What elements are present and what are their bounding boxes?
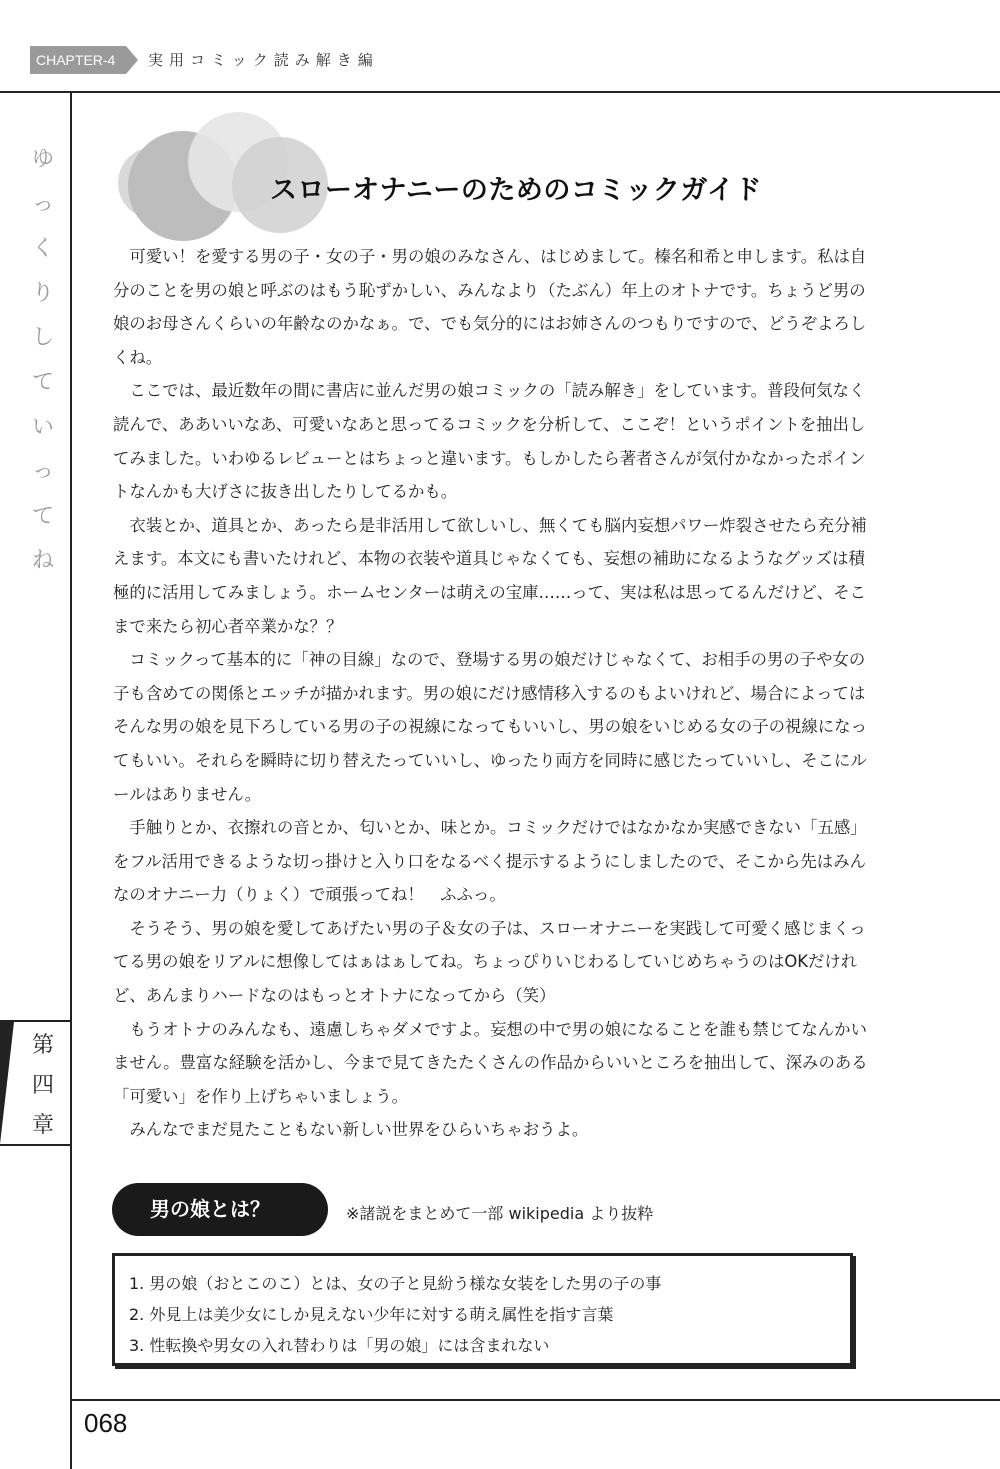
definition-heading: 男の娘とは？ (112, 1183, 328, 1236)
body-text (113, 240, 871, 1147)
side-char: ゆ (31, 147, 54, 172)
side-divider (70, 93, 72, 1469)
top-divider (0, 91, 1000, 93)
side-char: っ (31, 459, 54, 485)
side-char: っ (31, 191, 54, 217)
chapter-char: 章 (31, 1113, 54, 1138)
chapter-marker (0, 1020, 70, 1146)
side-char: て (31, 369, 54, 395)
body-paragraph: コミックって基本的に「神の目線」なので、登場する男の娘だけじゃなくて、お相手の男の子や女の子も含めての関係とエッチが描かれます。男の娘にだけ感情移入するのもよいけれど、場合によってはそんな男の娘を見下ろしている男の子の視線になってもいいし、男の娘をいじめる女の子の視線になってもいい。それらを瞬時に切り替えたっていいし、ゆったり両方を同時に感じたっていいし、そこにルールはありません。 (113, 650, 867, 804)
body-paragraph: 手触りとか、衣擦れの音とか、匂いとか、味とか。コミックだけではなかなか実感できない「五感」をフル活用できるような切っ掛けと入り口をなるべく提示するようにしましたので、そこから先はみんなのオナニー力（りょく）で頑張ってね！ ふふっ。 (113, 818, 867, 905)
definition-item: 1. 男の娘（おとこのこ）とは、女の子と見紛う様な女装をした男の子の事 (129, 1274, 662, 1293)
side-char: い (31, 414, 54, 440)
body-paragraph: 可愛い！を愛する男の子・女の子・男の娘のみなさん、はじめまして。榛名和希と申します。私は自分のことを男の娘と呼ぶのはもう恥ずかしい、みんなより（たぶん）年上のオトナです。ちょうど男の娘のお母さんくらいの年齢なのかなぁ。で、でも気分的にはお姉さんのつもりですので、どうぞよろしくね。 (113, 247, 867, 367)
body-paragraph: そうそう、男の娘を愛してあげたい男の子＆女の子は、スローオナニーを実践して可愛く感じまくってる男の娘をリアルに想像してはぁはぁしてね。ちょっぴりいじわるしていじめちゃうのはOKだけれど、あんまりハードなのはもっとオトナになってから（笑） (113, 918, 866, 1006)
side-char: く (31, 236, 54, 262)
definition-item: 2. 外見上は美少女にしか見えない少年に対する萌え属性を指す言葉 (129, 1305, 614, 1324)
body-paragraph: ここでは、最近数年の間に書店に並んだ男の娘コミックの「読み解き」をしています。普段何気なく読んで、ああいいなあ、可愛いなあと思ってるコミックを分析して、ここぞ！というポイントを抽出してみました。いわゆるレビューとはちょっと違います。もしかしたら著者さんが気付かなかったポイントなんかも大げさに抜き出したりしてるかも。 (113, 381, 866, 502)
definition-box (112, 1253, 853, 1366)
side-char: り (31, 280, 54, 306)
body-paragraph: 衣装とか、道具とか、あったら是非活用して欲しいし、無くても脳内妄想パワー炸裂させたら充分補えます。本文にも書いたけれど、本物の衣装や道具じゃなくても、妄想の補助になるようなグッズは積極的に活用してみましょう。ホームセンターは萌えの宝庫……って、実は私は思ってるんだけど、そこまで来たら初心者卒業かな？？ (113, 515, 867, 636)
chapter-char: 四 (31, 1073, 54, 1098)
bottom-divider (72, 1399, 1000, 1401)
page-number: 068 (84, 1408, 128, 1438)
section-title: 実用コミック読み解き編 (148, 51, 379, 69)
chapter-char: 第 (31, 1033, 54, 1058)
body-paragraph: もうオトナのみんなも、遠慮しちゃダメですよ。妄想の中で男の娘になることを誰も禁じてなんかいません。豊富な経験を活かし、今まで見てきたたくさんの作品からいいところを抽出して、深みのある「可愛い」を作り上げちゃいましょう。 (113, 1019, 868, 1106)
side-char: ね (31, 548, 54, 574)
side-char: し (31, 325, 54, 351)
side-char: て (31, 503, 54, 529)
definition-source-note: ※諸説をまとめて一部 wikipedia より抜粋 (346, 1204, 654, 1223)
chapter-vertical-text (28, 1026, 58, 1146)
side-vertical-text (30, 138, 56, 584)
page-title: スローオナニーのためのコミックガイド (270, 175, 763, 206)
definition-item: 3. 性転換や男女の入れ替わりは「男の娘」には含まれない (129, 1336, 550, 1355)
body-paragraph: みんなでまだ見たこともない新しい世界をひらいちゃおうよ。 (129, 1120, 589, 1140)
chapter-tag: CHAPTER-4 (30, 46, 126, 74)
chapter-notch-shape (0, 1022, 14, 1144)
